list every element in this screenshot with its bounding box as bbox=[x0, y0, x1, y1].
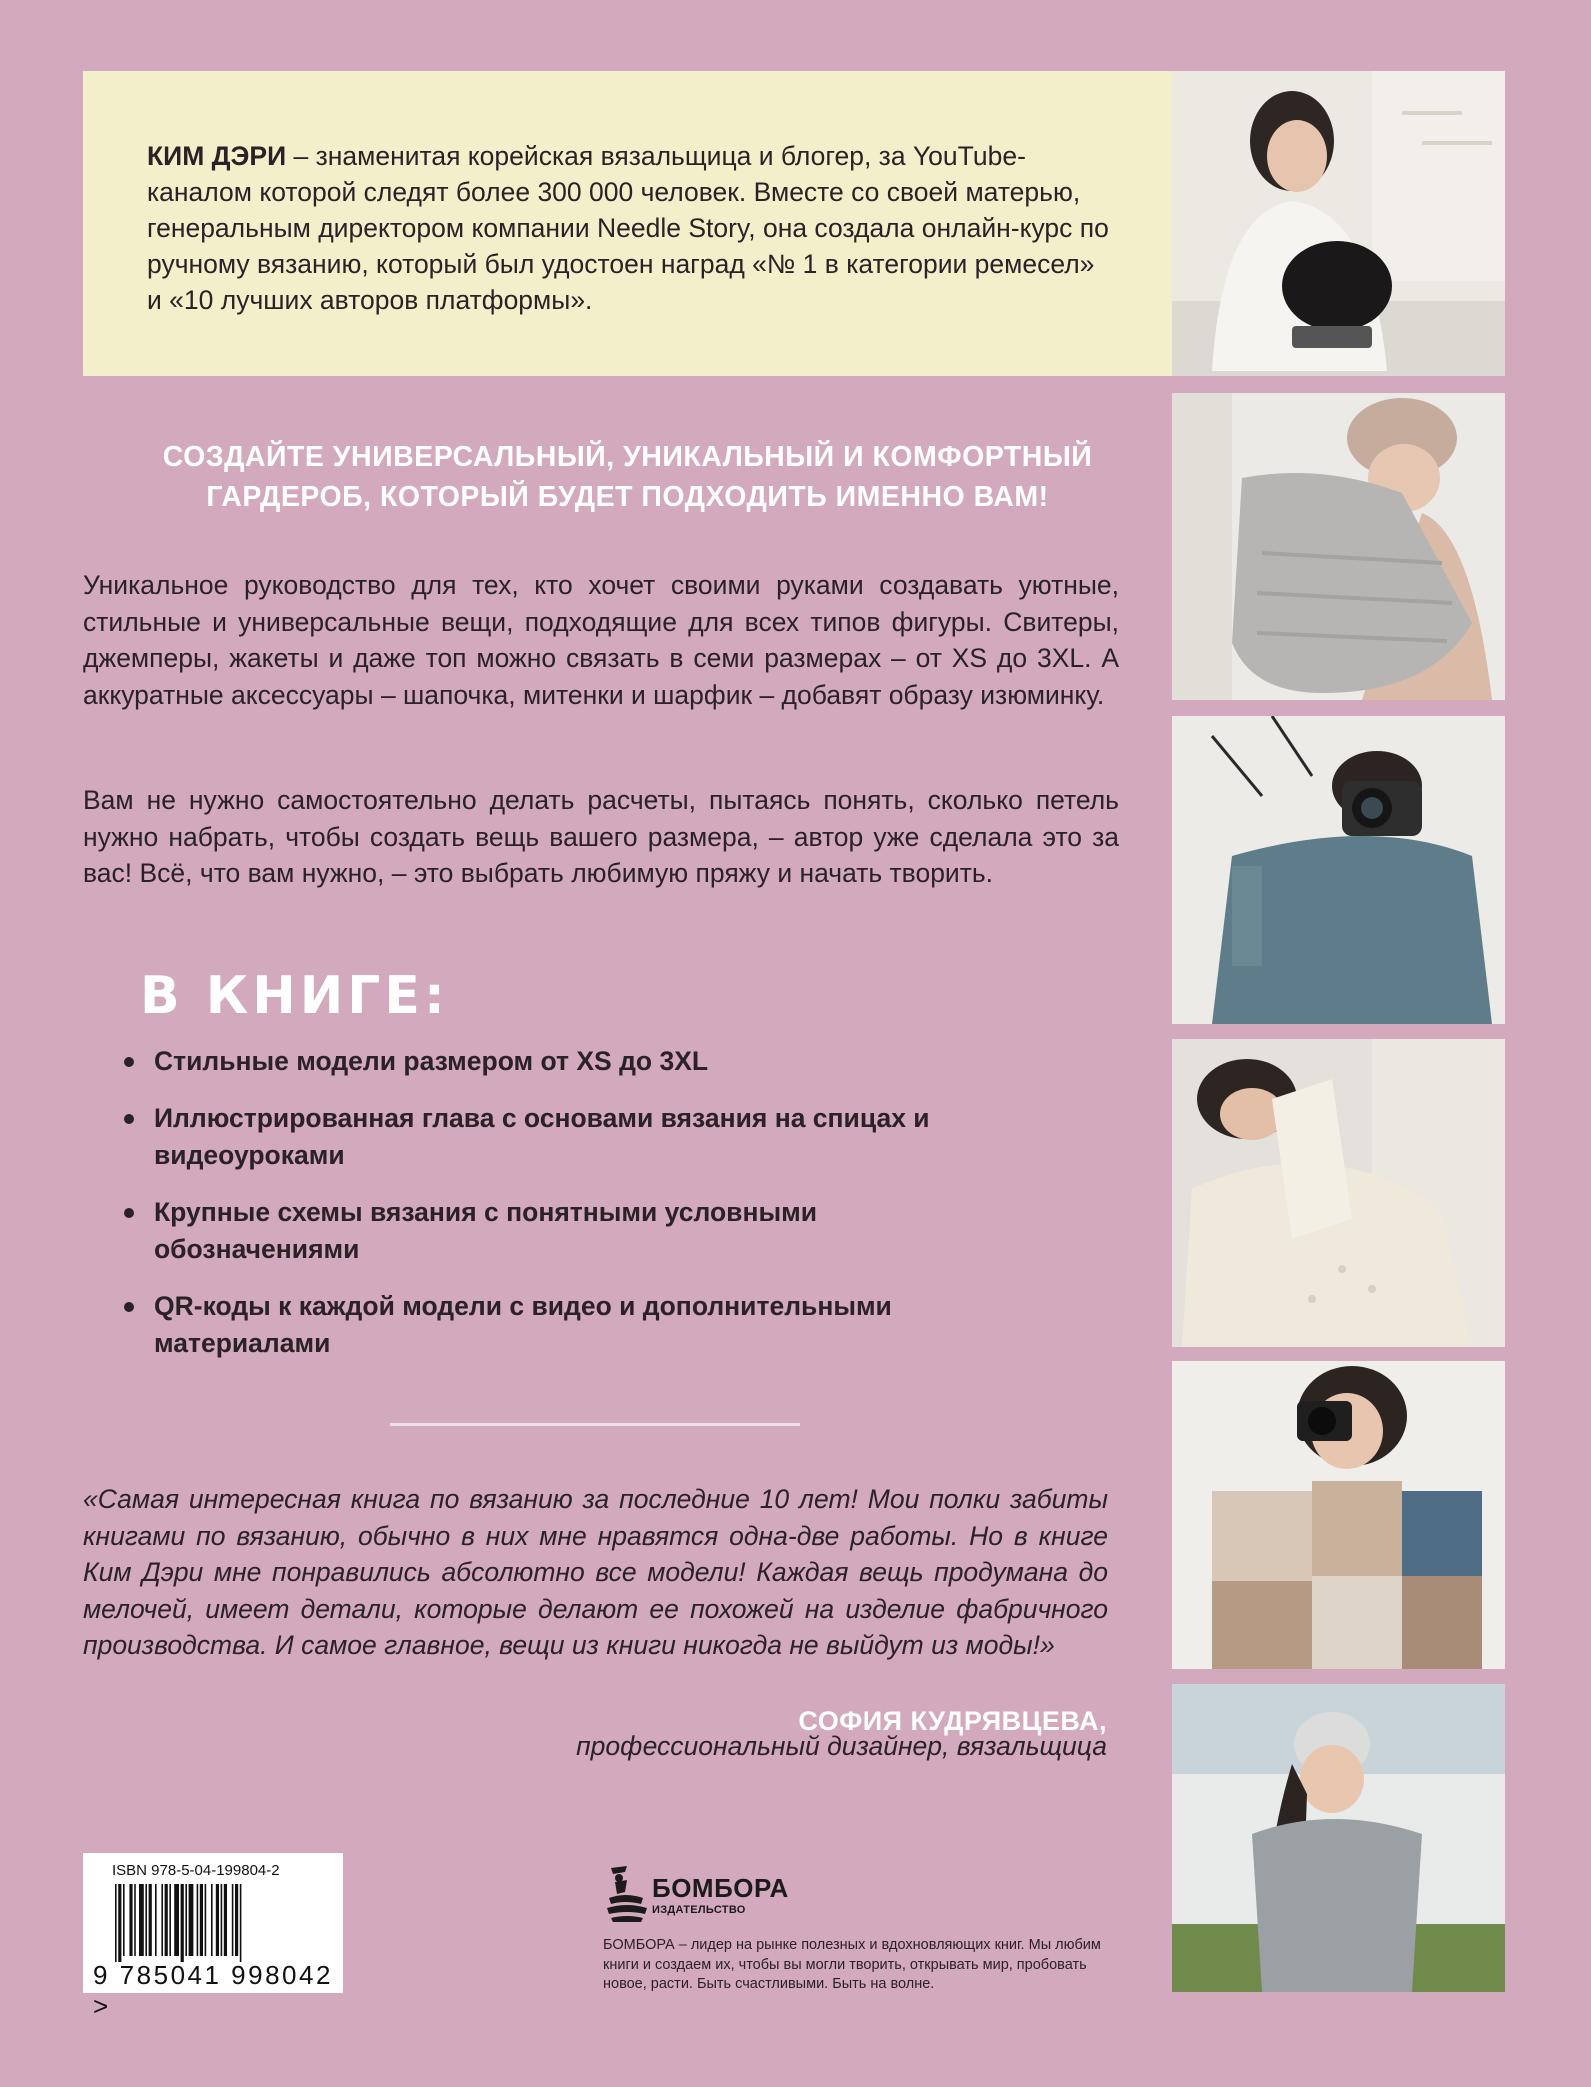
in-book-list bbox=[122, 1043, 1122, 1382]
barcode-digits: 9 785041 998042 > bbox=[93, 1960, 333, 2021]
headline: СОЗДАЙТЕ УНИВЕРСАЛЬНЫЙ, УНИКАЛЬНЫЙ И КОМФОРТНЫЙ ГАРДЕРОБ, КОТОРЫЙ БУДЕТ ПОДХОДИТЬ ИМЕННО ВАМ! bbox=[162, 441, 1093, 513]
photo-holding-grey-sweater bbox=[1172, 393, 1505, 700]
list-item: QR-коды к каждой модели с видео и дополнительными материалами bbox=[122, 1288, 1034, 1362]
description-paragraph-1: Уникальное руководство для тех, кто хочет своими руками создавать уютные, стильные и универсальные вещи, подходящие для всех типов фигуры. Свитеры, джемперы, жакеты и даже топ можно связать в семи размерах – от XS до 3XL. А аккуратные аксессуары – шапочка, митенки и шарфик – добавят образу изюминку. bbox=[83, 570, 1119, 710]
publisher-logo-icon bbox=[605, 1864, 649, 1922]
author-bio bbox=[147, 138, 1112, 318]
author-bio-text: – знаменитая корейская вязальщица и блогер, за YouTube-каналом которой следят более 300 000 человек. Вместе со своей матерью, генеральным директором компании Needle Story, она создала онлайн-курс по ручному вязанию, который был удостоен наград «№ 1 в категории ремесел» и «10 лучших авторов платформы». bbox=[147, 141, 1109, 315]
publisher-name: БОМБОРА bbox=[652, 1873, 789, 1903]
publisher-subtitle: ИЗДАТЕЛЬСТВО bbox=[652, 1904, 746, 1916]
isbn-label: ISBN 978-5-04-199804-2 bbox=[112, 1862, 280, 1879]
photo-knitting-at-table bbox=[1172, 71, 1505, 376]
in-book-heading: В КНИГЕ: bbox=[140, 966, 449, 1026]
divider bbox=[390, 1423, 800, 1426]
description-paragraph-2: Вам не нужно самостоятельно делать расчеты, пытаясь понять, сколько петель нужно набрать, чтобы создать вещь вашего размера, – автор уже сделала это за вас! Всё, что вам нужно, – это выбрать любимую пряжу и начать творить. bbox=[83, 785, 1119, 888]
photo-camera-blue-cardigan bbox=[1172, 716, 1505, 1024]
barcode-icon bbox=[115, 1884, 315, 1962]
isbn-barcode bbox=[83, 1853, 343, 2021]
publisher-description: БОМБОРА – лидер на рынке полезных и вдохновляющих книг. Мы любим книги и создаем их, чтобы вы могли творить, открывать мир, пробовать новое, расти. Быть счастливыми. Быть на волне. bbox=[603, 1937, 1101, 1992]
list-item: Иллюстрированная глава с основами вязания на спицах и видеоуроками bbox=[122, 1100, 1054, 1174]
author-name: КИМ ДЭРИ bbox=[147, 141, 287, 171]
quote-author: СОФИЯ КУДРЯВЦЕВА, bbox=[798, 1706, 1107, 1736]
list-item: Крупные схемы вязания с понятными условными обозначениями bbox=[122, 1194, 954, 1268]
author-bio-box bbox=[83, 71, 1172, 376]
photo-outdoor-grey-sweater bbox=[1172, 1684, 1505, 1992]
photo-cream-sweater-lying bbox=[1172, 1039, 1505, 1347]
list-item: Стильные модели размером от XS до 3XL bbox=[122, 1043, 1122, 1080]
review-quote: «Самая интересная книга по вязанию за последние 10 лет! Мои полки забиты книгами по вязанию, обычно в них мне нравятся одна-две работы. Но в книге Ким Дэри мне понравились абсолютно все модели! Каждая вещь продумана до мелочей, имеет детали, которые делают ее похожей на изделие фабричного производства. И самое главное, вещи из книги никогда не выйдут из моды!» bbox=[83, 1484, 1108, 1660]
photo-camera-patchwork-sweater bbox=[1172, 1361, 1505, 1669]
quote-author-role: профессиональный дизайнер, вязальщица bbox=[576, 1731, 1107, 1761]
